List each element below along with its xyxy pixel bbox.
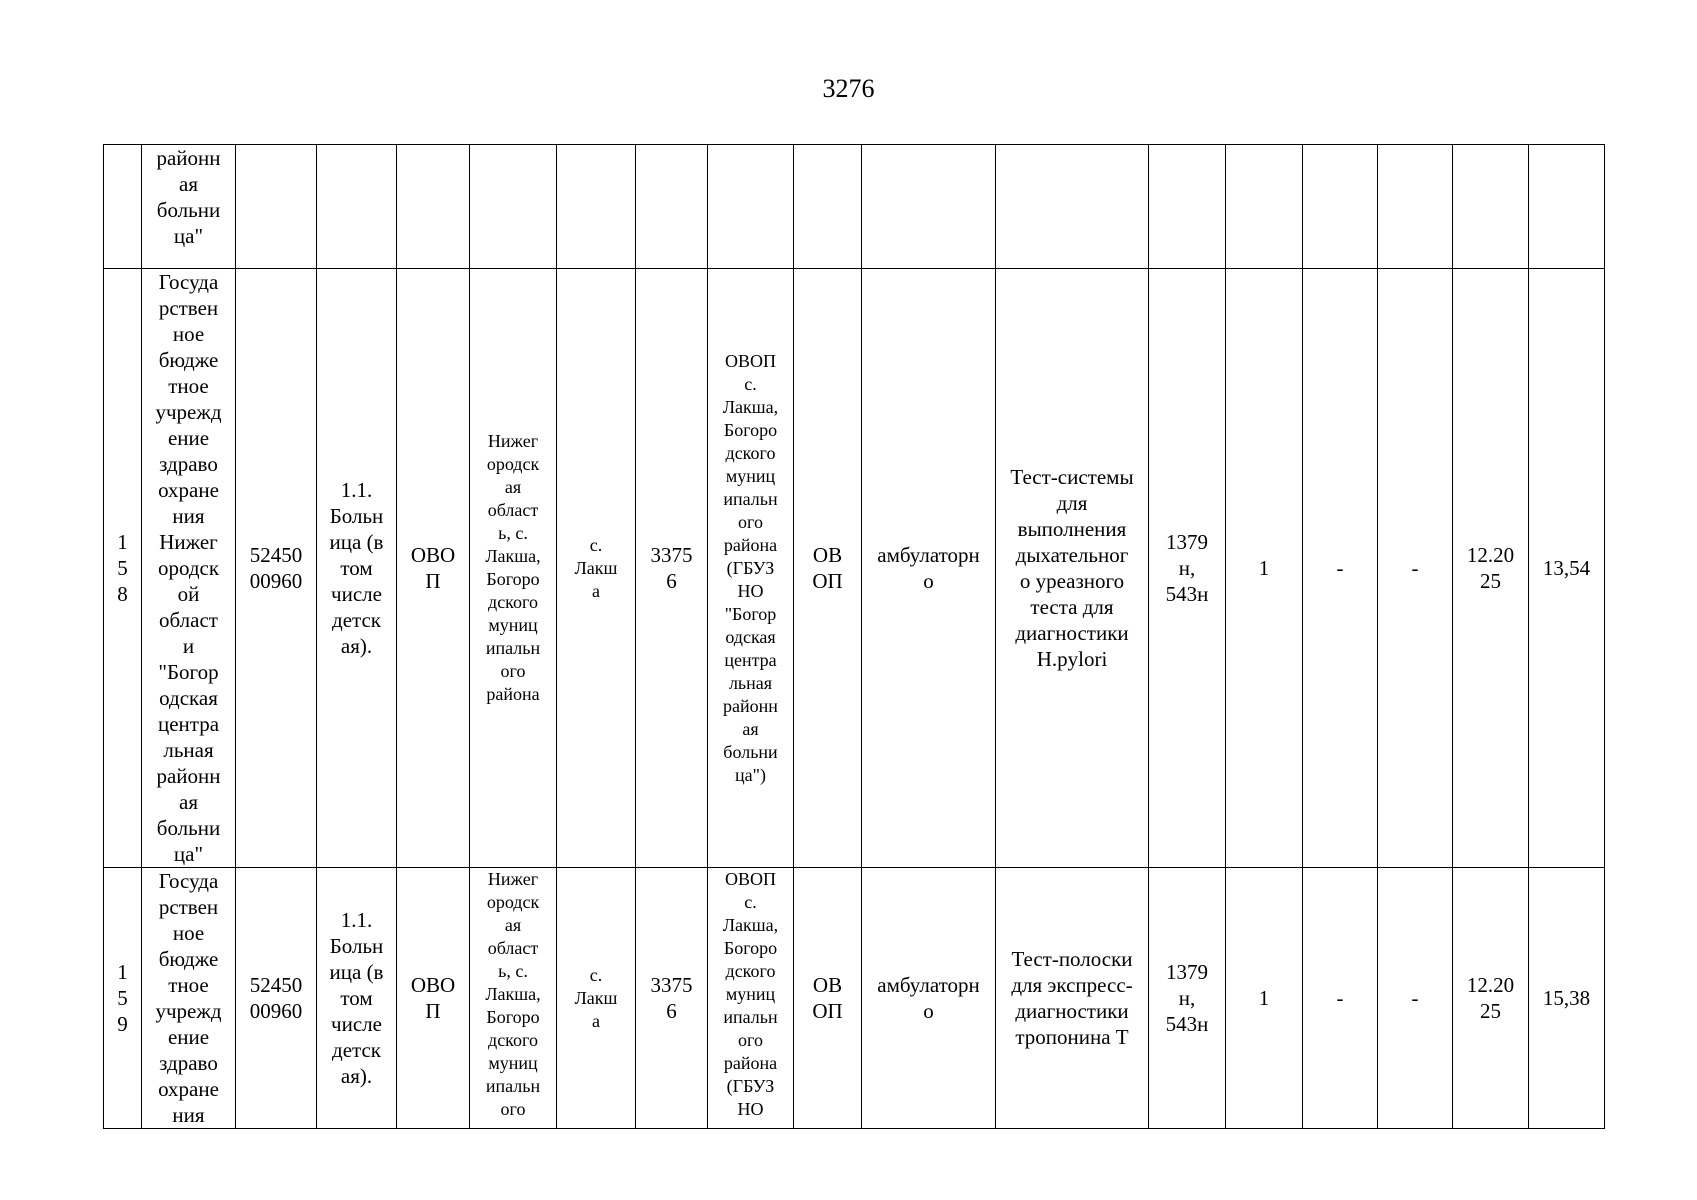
item-name-cell: Тест-полоски для экспресс- диагностики тропонина Т (996, 868, 1149, 1129)
row-number-cell: 1 5 8 (104, 269, 142, 868)
order-ref-cell: 1379 н, 543н (1149, 868, 1226, 1129)
table-cell (708, 145, 794, 269)
table-cell (1453, 145, 1529, 269)
date-cell: 12.20 25 (1453, 868, 1529, 1129)
table-cell (996, 145, 1149, 269)
facility-cell: ОВОП с. Лакша, Богоро дского муниц ипальн ого района (ГБУЗ НО "Богор одская центра льная районн ая больни ца") (708, 269, 794, 868)
table-cell (1303, 145, 1378, 269)
locality-cell: с. Лакш а (557, 269, 636, 868)
date-cell: 12.20 25 (1453, 269, 1529, 868)
dash-cell: - (1378, 269, 1453, 868)
table-cell: районн ая больни ца" (142, 145, 236, 269)
locality-cell: с. Лакш а (557, 868, 636, 1129)
row-number-cell: 1 5 9 (104, 868, 142, 1129)
page-number: 3276 (822, 74, 875, 103)
table-cell (636, 145, 708, 269)
table-cell (317, 145, 397, 269)
care-mode-cell: амбулаторн о (862, 868, 996, 1129)
index-cell: 3375 6 (636, 868, 708, 1129)
table-cell (557, 145, 636, 269)
dash-cell: - (1303, 868, 1378, 1129)
table-cell (1149, 145, 1226, 269)
table-cell (1226, 145, 1303, 269)
unit-type-cell: ОВО П (397, 868, 470, 1129)
unit-type-cell: ОВО П (397, 269, 470, 868)
category-cell: 1.1. Больн ица (в том числе детск ая). (317, 269, 397, 868)
code-cell: 52450 00960 (236, 269, 317, 868)
table-row (104, 145, 1605, 269)
facility-cell: ОВОП с. Лакша, Богоро дского муниц ипальн ого района (ГБУЗ НО (708, 868, 794, 1129)
address-cell: Нижег ородск ая област ь, с. Лакша, Богоро дского муниц ипальн ого (470, 868, 557, 1129)
order-ref-cell: 1379 н, 543н (1149, 269, 1226, 868)
table-cell (794, 145, 862, 269)
institution-cell: Госуда рствен ное бюдже тное учрежд ение здраво охране ния (142, 868, 236, 1129)
table-cell (1529, 145, 1605, 269)
care-mode-cell: амбулаторн о (862, 269, 996, 868)
category-cell: 1.1. Больн ица (в том числе детск ая). (317, 868, 397, 1129)
data-table (103, 144, 1605, 1129)
index-cell: 3375 6 (636, 269, 708, 868)
amount-cell: 15,38 (1529, 868, 1605, 1129)
table-cell (104, 145, 142, 269)
table-cell (236, 145, 317, 269)
table-cell (1378, 145, 1453, 269)
unit-short-cell: ОВ ОП (794, 868, 862, 1129)
quantity-cell: 1 (1226, 269, 1303, 868)
quantity-cell: 1 (1226, 868, 1303, 1129)
table-cell (470, 145, 557, 269)
code-cell: 52450 00960 (236, 868, 317, 1129)
item-name-cell: Тест-системы для выполнения дыхательног о уреазного теста для диагностики H.pylori (996, 269, 1149, 868)
table-row (104, 868, 1605, 1129)
amount-cell: 13,54 (1529, 269, 1605, 868)
table-row (104, 269, 1605, 868)
institution-cell: Госуда рствен ное бюдже тное учрежд ение здраво охране ния Нижег ородск ой област и "Богор одская центра льная районн ая больни ца" (142, 269, 236, 868)
table-cell (397, 145, 470, 269)
table-cell (862, 145, 996, 269)
unit-short-cell: ОВ ОП (794, 269, 862, 868)
dash-cell: - (1303, 269, 1378, 868)
dash-cell: - (1378, 868, 1453, 1129)
address-cell: Нижег ородск ая област ь, с. Лакша, Богоро дского муниц ипальн ого района (470, 269, 557, 868)
